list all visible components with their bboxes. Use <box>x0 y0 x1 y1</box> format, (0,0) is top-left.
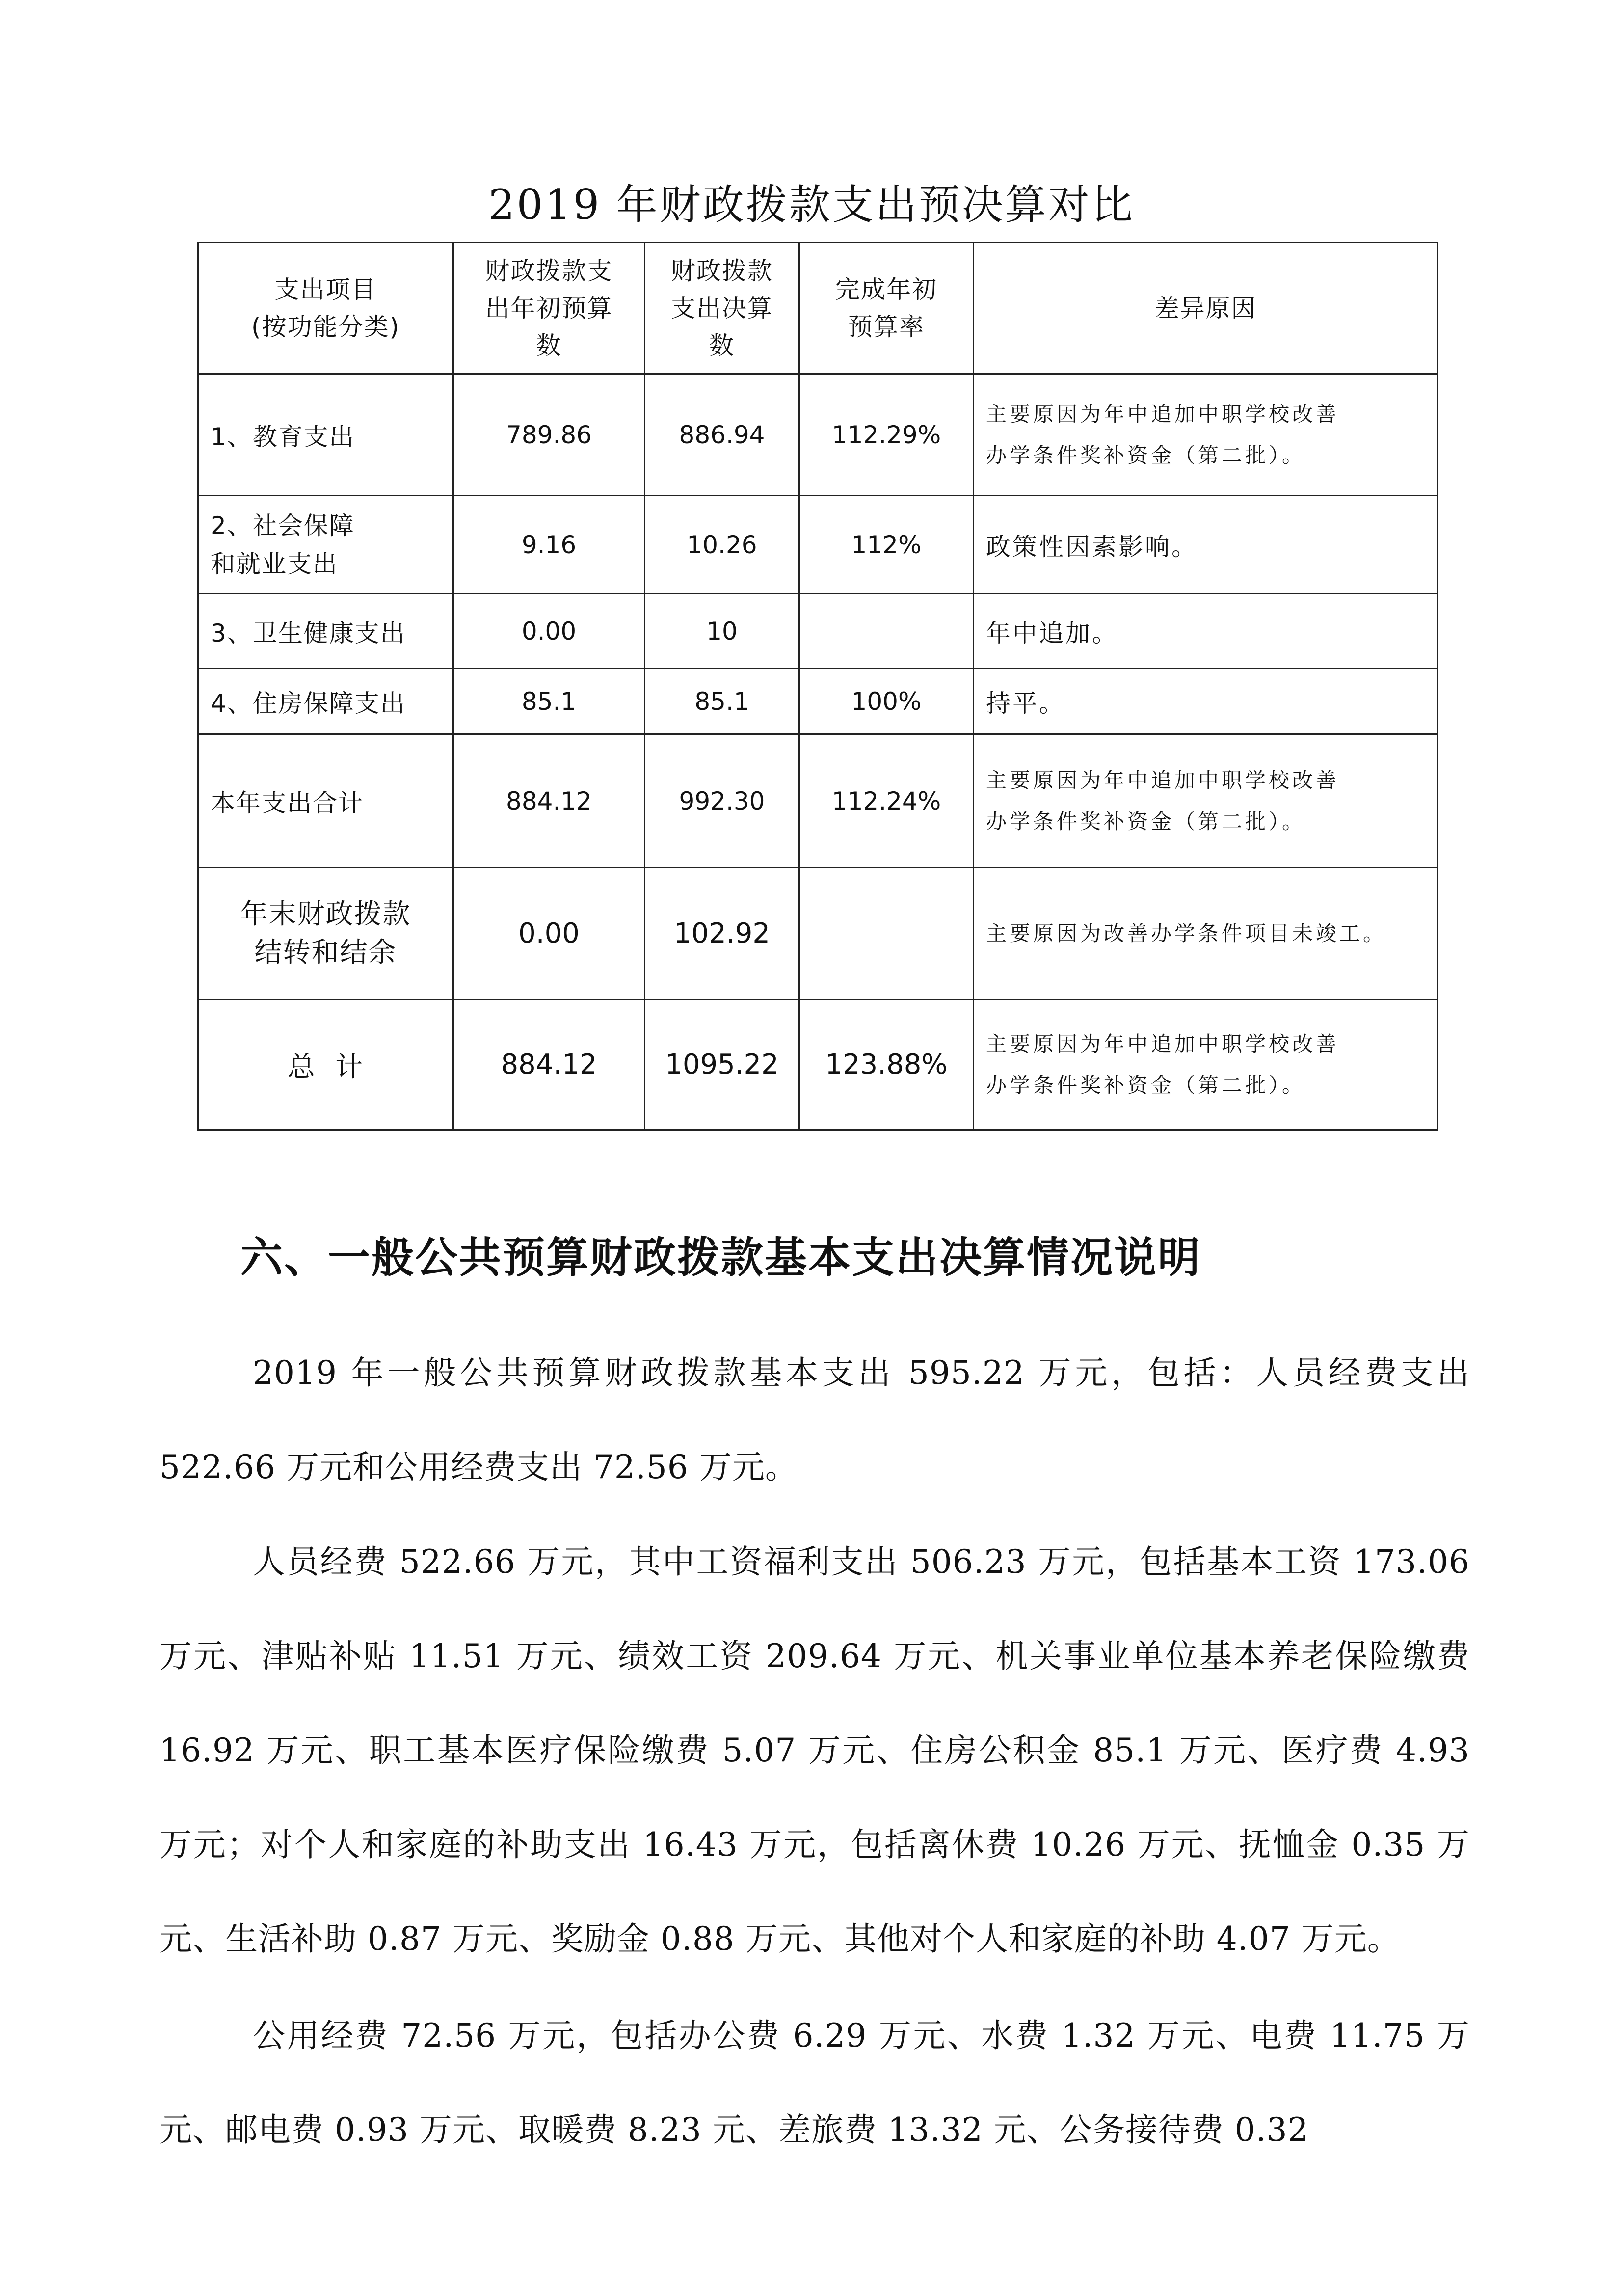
row-rate: 112% <box>799 496 974 594</box>
row-item: 3、卫生健康支出 <box>198 594 453 669</box>
row-actual: 1095.22 <box>645 999 799 1130</box>
row-actual: 85.1 <box>645 669 799 734</box>
paragraph: 人员经费 522.66 万元，其中工资福利支出 506.23 万元，包括基本工资 173.06 万元、津贴补贴 11.51 万元、绩效工资 209.64 万元、机关事业单位基本养老保险缴费 16.92 万元、职工基本医疗保险缴费 5.07 万元、住房公积金 85.1 万元、医疗费 4.93 万元；对个人和家庭的补助支出 16.43 万元，包括离休费 10.26 万元、抚恤金 0.35 万元、生活补助 0.87 万元、奖励金 0.88 万元、其他对个人和家庭的补助 4.07 万元。 <box>160 1543 1470 1958</box>
row-item: 本年支出合计 <box>198 734 453 868</box>
row-budget: 884.12 <box>453 999 645 1130</box>
row-budget: 9.16 <box>453 496 645 594</box>
table-row <box>198 594 1438 669</box>
row-actual: 886.94 <box>645 374 799 496</box>
section-heading: 六、一般公共预算财政拨款基本支出决算情况说明 <box>240 1233 1201 1282</box>
table-row <box>198 734 1438 868</box>
header-budget: 财政拨款支 出年初预算 数 <box>453 243 645 374</box>
row-reason: 主要原因为改善办学条件项目未竣工。 <box>974 868 1438 999</box>
row-reason: 年中追加。 <box>974 594 1438 669</box>
row-rate <box>799 868 974 999</box>
table-row <box>198 374 1438 496</box>
row-actual: 10 <box>645 594 799 669</box>
row-actual: 10.26 <box>645 496 799 594</box>
row-rate: 112.29% <box>799 374 974 496</box>
table-row <box>198 669 1438 734</box>
row-rate: 112.24% <box>799 734 974 868</box>
row-actual: 992.30 <box>645 734 799 868</box>
row-rate: 100% <box>799 669 974 734</box>
row-reason: 主要原因为年中追加中职学校改善 办学条件奖补资金（第二批）。 <box>974 374 1438 496</box>
table-row <box>198 999 1438 1130</box>
row-reason: 持平。 <box>974 669 1438 734</box>
row-reason: 政策性因素影响。 <box>974 496 1438 594</box>
header-reason: 差异原因 <box>974 243 1438 374</box>
row-item: 年末财政拨款 结转和结余 <box>198 868 453 999</box>
row-budget: 789.86 <box>453 374 645 496</box>
row-item: 4、住房保障支出 <box>198 669 453 734</box>
header-rate: 完成年初 预算率 <box>799 243 974 374</box>
row-rate: 123.88% <box>799 999 974 1130</box>
table-header-row <box>198 243 1438 374</box>
row-actual: 102.92 <box>645 868 799 999</box>
table-row <box>198 868 1438 999</box>
row-budget: 884.12 <box>453 734 645 868</box>
row-item: 2、社会保障 和就业支出 <box>198 496 453 594</box>
header-item: 支出项目 (按功能分类) <box>198 243 453 374</box>
row-item: 总 计 <box>198 999 453 1130</box>
table-title: 2019 年财政拨款支出预决算对比 <box>488 181 1135 229</box>
paragraph: 公用经费 72.56 万元，包括办公费 6.29 万元、水费 1.32 万元、电费 11.75 万元、邮电费 0.93 万元、取暖费 8.23 元、差旅费 13.32 元、公务接待费 0.32 <box>160 2017 1470 2149</box>
table-row <box>198 496 1438 594</box>
row-rate <box>799 594 974 669</box>
paragraph: 2019 年一般公共预算财政拨款基本支出 595.22 万元，包括：人员经费支出 522.66 万元和公用经费支出 72.56 万元。 <box>160 1354 1470 1486</box>
budget-comparison-table <box>197 242 1438 1131</box>
header-actual: 财政拨款 支出决算 数 <box>645 243 799 374</box>
row-item: 1、教育支出 <box>198 374 453 496</box>
row-budget: 85.1 <box>453 669 645 734</box>
row-budget: 0.00 <box>453 594 645 669</box>
row-reason: 主要原因为年中追加中职学校改善 办学条件奖补资金（第二批）。 <box>974 999 1438 1130</box>
row-budget: 0.00 <box>453 868 645 999</box>
row-reason: 主要原因为年中追加中职学校改善 办学条件奖补资金（第二批）。 <box>974 734 1438 868</box>
